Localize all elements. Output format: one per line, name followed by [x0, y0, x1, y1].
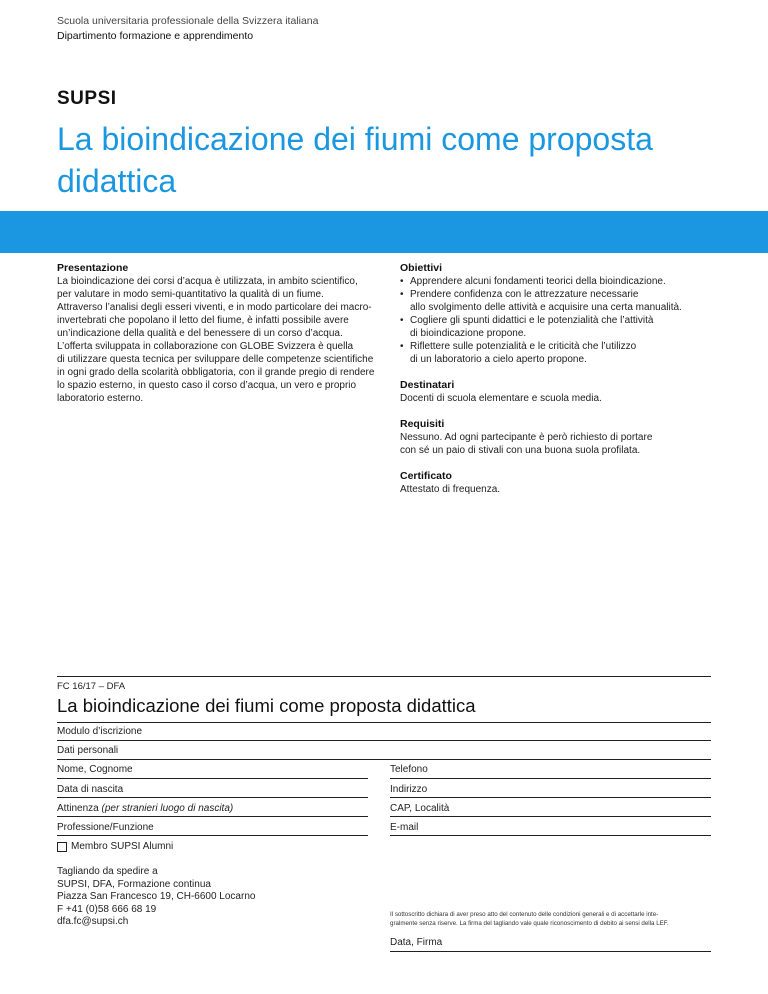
requisiti-line: con sé un paio di stivali con una buona suola profilata.	[400, 445, 641, 456]
signature-field-line[interactable]	[390, 951, 711, 952]
alumni-checkbox-row[interactable]	[57, 841, 173, 852]
address-line: Piazza San Francesco 19, CH-6600 Locarno	[57, 891, 256, 902]
right-column	[400, 262, 730, 509]
destinatari-text: Docenti di scuola elementare e scuola media.	[400, 393, 602, 404]
modulo-label: Modulo d’iscrizione	[57, 726, 143, 737]
presentazione-line: invertebrati che popolano il letto del fiume, è infatti possibile avere	[57, 315, 349, 326]
attinenza-field-label[interactable]	[57, 803, 233, 814]
requisiti-heading: Requisiti	[400, 418, 445, 430]
declaration-line: gralmente senza riserve. La firma del tagliando vale quale riconoscimento di debito ai sensi della LEF.	[390, 920, 669, 927]
obiettivo-line: Prendere confidenza con le attrezzature necessarie	[410, 289, 639, 300]
destinatari-section	[400, 379, 730, 405]
presentazione-line: Attraverso l’analisi degli esseri viventi, e in modo particolare dei macro-	[57, 302, 372, 313]
obiettivo-item	[400, 275, 730, 288]
presentazione-line: L’offerta sviluppata in collaborazione con GLOBE Svizzera è quella	[57, 341, 354, 352]
address-field-line[interactable]	[390, 797, 711, 798]
certificato-heading: Certificato	[400, 470, 452, 482]
profession-field-label[interactable]: Professione/Funzione	[57, 822, 154, 833]
requisiti-line: Nessuno. Ad ogni partecipante è però richiesto di portare	[400, 432, 653, 443]
presentazione-line: un’indicazione della qualità e del benessere di un corso d’acqua.	[57, 328, 343, 339]
course-code: FC 16/17 – DFA	[57, 681, 126, 692]
obiettivo-item	[400, 314, 730, 340]
obiettivo-line: Apprendere alcuni fondamenti teorici della bioindicazione.	[410, 276, 666, 287]
presentazione-line: lo spazio esterno, in questo caso il corso d’acqua, un vero e proprio	[57, 380, 357, 391]
attinenza-note: (per stranieri luogo di nascita)	[101, 803, 234, 814]
address-line: Tagliando da spedire a	[57, 866, 158, 877]
obiettivo-line: Riflettere sulle potenzialità e le criticità che l’utilizzo	[410, 341, 637, 352]
obiettivi-section	[400, 262, 730, 366]
alumni-checkbox[interactable]	[57, 842, 67, 852]
profession-field-line[interactable]	[57, 835, 368, 836]
name-field-label[interactable]: Nome, Cognome	[57, 764, 133, 775]
alumni-label: Membro SUPSI Alumni	[71, 841, 174, 852]
presentazione-line: laboratorio esterno.	[57, 393, 144, 404]
obiettivo-line: Cogliere gli spunti didattici e le potenzialità che l’attività	[410, 315, 654, 326]
requisiti-section	[400, 418, 730, 457]
presentazione-line: in ogni grado della scolarità obbligatoria, con il grande pregio di rendere	[57, 367, 375, 378]
page-title: La bioindicazione dei fiumi come proposta didattica	[57, 121, 653, 199]
address-line: F +41 (0)58 666 68 19	[57, 903, 157, 915]
obiettivi-heading: Obiettivi	[400, 262, 443, 274]
attinenza-label: Attinenza	[57, 803, 99, 814]
cap-field-label[interactable]: CAP, Località	[390, 803, 450, 814]
phone-field-line[interactable]	[390, 778, 711, 779]
obiettivo-item	[400, 340, 730, 366]
birthdate-field-label[interactable]: Data di nascita	[57, 784, 124, 795]
presentazione-heading: Presentazione	[57, 262, 129, 274]
attinenza-field-line[interactable]	[57, 816, 368, 817]
form-title: La bioindicazione dei fiumi come proposta didattica	[57, 695, 476, 716]
form-rule	[57, 740, 711, 741]
destinatari-heading: Destinatari	[400, 379, 455, 391]
cap-field-line[interactable]	[390, 816, 711, 817]
email-field-label[interactable]: E-mail	[390, 822, 419, 833]
mailing-address	[57, 866, 255, 929]
obiettivo-item	[400, 288, 730, 314]
supsi-logo: SUPSI	[57, 88, 117, 109]
obiettivo-line: di bioindicazione propone.	[410, 328, 527, 339]
signature-field-label[interactable]: Data, Firma	[390, 937, 443, 948]
email-field-line[interactable]	[390, 835, 711, 836]
form-top-rule	[57, 676, 711, 677]
form-rule	[57, 759, 711, 760]
address-line: SUPSI, DFA, Formazione continua	[57, 878, 211, 890]
department-name: Dipartimento formazione e apprendimento	[57, 30, 254, 42]
address-field-label[interactable]: Indirizzo	[390, 784, 428, 795]
blue-band	[0, 211, 768, 253]
email-link[interactable]: dfa.fc@supsi.ch	[57, 916, 129, 927]
dati-personali-label: Dati personali	[57, 745, 119, 756]
declaration-line: Il sottoscritto dichiara di aver preso atto del contenuto delle condizioni generali e di accettarle inte-	[390, 911, 659, 918]
birthdate-field-line[interactable]	[57, 797, 368, 798]
certificato-section	[400, 470, 730, 496]
phone-field-label[interactable]: Telefono	[390, 764, 428, 775]
presentazione-line: per valutare in modo semi-quantitativo la qualità di un fiume.	[57, 289, 324, 300]
form-rule	[57, 722, 711, 723]
presentazione-section	[57, 262, 377, 405]
declaration-text	[390, 910, 720, 928]
presentazione-line: La bioindicazione dei corsi d’acqua è utilizzata, in ambito scientifico,	[57, 276, 358, 287]
obiettivo-line: di un laboratorio a cielo aperto propone.	[410, 354, 587, 365]
name-field-line[interactable]	[57, 778, 368, 779]
institution-name: Scuola universitaria professionale della Svizzera italiana	[57, 15, 319, 27]
obiettivo-line: allo svolgimento delle attività e acquisire una certa manualità.	[410, 302, 682, 313]
certificato-text: Attestato di frequenza.	[400, 484, 501, 495]
presentazione-line: di utilizzare questa tecnica per sviluppare delle competenze scientifiche	[57, 354, 374, 365]
